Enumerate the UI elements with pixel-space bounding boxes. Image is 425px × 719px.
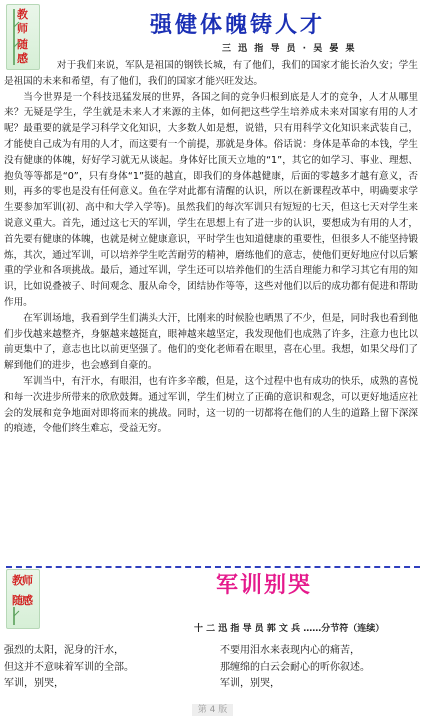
poem-byline: 十 二 迅 指 导 员 郭 文 兵 ……分节符（连续）: [194, 624, 385, 634]
poem-title: 军训别哭: [216, 572, 313, 598]
badge-char: 感: [22, 594, 34, 607]
bamboo-icon: [10, 606, 20, 626]
article-body: [4, 58, 418, 437]
badge-char: 随: [12, 594, 24, 607]
page-number-footer: [0, 702, 425, 715]
article-paragraph: 在军训场地，我看到学生们满头大汗，比刚来的时候脸也晒黑了不少，但是，同时我也看到他们步伐越来越整齐，身躯越来越挺直，眼神越来越坚定，我发现他们也成熟了许多，注意力也比以前更集中了，意志也比以前更坚强了。他们的变化老师看在眼里，喜在心里。我想，如果父母们了解到他们的进步，也会感到自豪的。: [4, 312, 418, 372]
article-paragraph: 军训当中，有汗水，有眼泪，也有许多辛酸，但是，这个过程中也有成功的快乐，成熟的喜悦和每一次进步所带来的欣欣鼓舞。通过军训，学生们树立了正确的意识和观念，可以更好地适应社会的发展和竞争地面对即将而来的挑战。同时，这一切的一切都将在他们的人生的道路上留下深深的痕迹，令他们终生难忘，受益无穷。: [4, 375, 418, 435]
badge-char: 师: [22, 574, 34, 587]
poem-line: 那缠绵的白云会耐心的听你叙述。: [220, 661, 370, 673]
poem-line: 强烈的太阳，泥身的汗水，: [4, 645, 124, 656]
poem-line: 军训，别哭，: [220, 678, 280, 689]
page-number: 第 4 版: [192, 704, 233, 716]
poem-left-column: [4, 643, 134, 693]
poem-right-column: [220, 643, 370, 693]
badge-char: 教: [17, 8, 29, 21]
section-divider: [6, 566, 420, 568]
article-title: 强健体魄铸人才: [150, 12, 326, 38]
poem-line: 军训，别哭，: [4, 678, 64, 689]
article-paragraph: 当今世界是一个科技迅猛发展的世界，各国之间的竞争归根到底是人才的竞争，人才从哪里来？无疑是学生，学生就是未来人才来源的主体，如何把这些学生培养成未来对国家有用的人才呢？最重要的就是学习科学文化知识，大多数人如是想，说错，只有用科学文化知识来武装自己，才能使自己成为有用的人才，而这要有一个前提，那就是身体。俗话说：身体是革命的本钱，学生没有健康的体魄，好好学习就无从谈起。身体好比顶天立地的“1”，其它的如学习、事业、理想、抱负等等都是“0”，只有身体“1”挺的越直，即我们的身体越健康，后面的零越多才越有意义，否则，再多的零也是没有任何意义。鱼在学对此都有清醒的认识，所以在新课程改革中，明确要求学生要参加军训(初、高中和大学入学等)。虽然我们的每次军训只有短短的七天，但这七天对学生来说意义重大。首先，通过这七天的军训，学生在思想上有了进一步的认识，要想成为有用的人才，首先要有健康的体魄，也就是树立健康意识，平时学生也知道健康的重要性，但很多人不能坚持锻炼，其次，通过军训，可以培养学生吃苦耐劳的精神，磨练他们的意志，使他们更好地应付以后繁重的学业和各项挑战。最后，通过军训，学生还可以培养他们的生活自理能力和学习其它有用的知识，比如说叠被子、时间观念、服从命令，团结协作等等，这些对他们以后的成功都有促进和帮助作用。: [4, 91, 418, 308]
article-paragraph: 对于我们来说，军队是祖国的钢铁长城，有了他们，我们的国家才能长治久安；学生是祖国的未来和希望，有了他们，我们的国家才能兴旺发达。: [4, 60, 418, 87]
badge-char: 随: [17, 38, 29, 51]
badge-char: 师: [17, 22, 29, 35]
poem-line: 不要用泪水来表现内心的痛苦，: [220, 645, 360, 656]
badge-char: 感: [17, 52, 29, 65]
article-byline: 三 迅 指 导 员 · 吴 晏 果: [222, 44, 357, 54]
poem-line: 但这并不意味着军训的全部。: [4, 661, 134, 673]
teacher-notes-badge: [6, 569, 40, 629]
badge-char: 教: [12, 574, 24, 587]
